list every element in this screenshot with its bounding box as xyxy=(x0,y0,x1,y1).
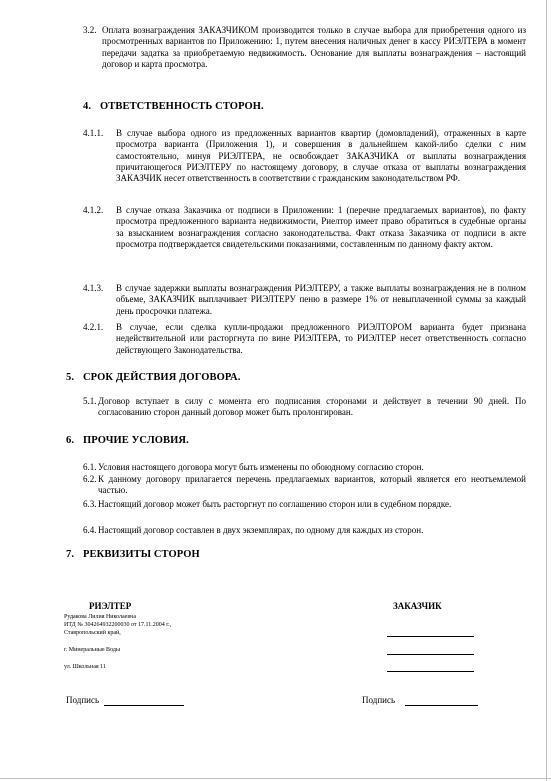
heading-number: 6. xyxy=(66,435,75,446)
customer-title: ЗАКАЗЧИК xyxy=(393,601,442,611)
clause-6-1 xyxy=(83,462,526,473)
section-heading-4 xyxy=(83,101,264,112)
clause-4-1-1 xyxy=(83,128,526,184)
clause-4-2-1 xyxy=(83,322,526,356)
clause-text: Договор вступает в силу с момента его подписания сторонами и действует в течении 90 дней. По согласованию сторон данный договор может быть пролонгирован. xyxy=(98,396,526,418)
clause-text: В случае, если сделка купли-продажи предложенного РИЭЛТОРОМ варианта будет признана недействительной или расторгнута по вине РИЭЛТЕРА, то РИЭЛТЕР несет ответственность согласно действующего Законодательства. xyxy=(116,322,526,355)
clause-number: 6.3. xyxy=(83,499,97,509)
clause-text: Настоящий договор составлен в двух экземплярах, по одному для каждых из сторон. xyxy=(98,525,424,535)
realtor-signature-line xyxy=(104,705,184,706)
clause-4-1-2 xyxy=(83,205,526,250)
realtor-signature-label: Подпись xyxy=(66,695,100,705)
page-border-bottom xyxy=(0,778,551,779)
realtor-name: Рудакова Лилия Николаевна xyxy=(64,614,137,620)
clause-text: Условия настоящего договора могут быть изменены по обоюдному согласию сторон. xyxy=(98,462,424,472)
heading-number: 4. xyxy=(83,101,92,112)
clause-number: 4.1.3. xyxy=(83,283,104,293)
section-heading-6 xyxy=(66,435,189,446)
customer-signature-line xyxy=(405,705,478,706)
clause-number: 4.2.1. xyxy=(83,322,104,332)
realtor-title: РИЭЛТЕР xyxy=(89,601,132,611)
clause-number: 4.1.2. xyxy=(83,205,104,215)
clause-number: 6.2. xyxy=(83,474,97,484)
clause-6-3 xyxy=(83,499,526,510)
clause-text: В случае задержки выплаты вознаграждения РИЭЛТЕРУ, а также выплаты вознаграждения не в полном объеме, ЗАКАЗЧИК выплачивает РИЭЛТЕРУ пеню в размере 1% от невыплаченной суммы за каждый день просрочки платежа. xyxy=(116,283,526,316)
heading-number: 7. xyxy=(66,549,75,560)
realtor-street: ул. Школьная 11 xyxy=(64,664,106,670)
clause-5-1 xyxy=(83,396,526,419)
clause-text: К данному договору прилагается перечень предлагаемых вариантов, который является его неотъемлемой частью. xyxy=(98,474,526,496)
clause-4-1-3 xyxy=(83,283,526,317)
clause-number: 5.1. xyxy=(83,396,97,406)
clause-number: 3.2. xyxy=(83,25,97,35)
customer-line-2 xyxy=(387,654,474,655)
customer-line-1 xyxy=(387,636,474,637)
realtor-city: г. Минеральные Воды xyxy=(64,647,120,653)
customer-line-3 xyxy=(387,671,474,672)
clause-number: 6.4. xyxy=(83,525,97,535)
heading-title: РЕКВИЗИТЫ СТОРОН xyxy=(83,549,200,560)
clause-text: В случае отказа Заказчика от подписи в Приложении: 1 (перечне предлагаемых вариантов), по факту просмотра предложенного варианта недвижимости, Риелтор имеет право обратиться в судебные органы за взысканием вознаграждения согласно законодательства. Факт отказа Заказчика от подписи в акте просмотра подтверждается свидетельскими показаниями, составленным по данному факту актом. xyxy=(116,205,526,249)
realtor-region: Ставропольский край, xyxy=(64,630,121,636)
clause-number: 6.1. xyxy=(83,462,97,472)
section-heading-7 xyxy=(66,549,200,560)
clause-text: Оплата вознаграждения ЗАКАЗЧИКОМ производится только в случае выбора для приобретения одного из просмотренных вариантов по Приложению: 1, путем внесения наличных денег в кассу РИЭЛТЕРА в момент передачи задатка за приобретаемую недвижимость. Основание для выплаты вознаграждения – настоящий договор и карта просмотра. xyxy=(102,25,526,69)
clause-text: В случае выбора одного из предложенных вариантов квартир (домовладений), отраженных в карте просмотра варианта (Приложения 1), и совершения в дальнейшем какой-либо сделки с ним самостоятельно, минуя РИЭЛТЕРА, не освобождает ЗАКАЗЧИКА от выплаты вознаграждения причитающегося РИЭЛТЕРУ по настоящему договору, в случае отказа от выплаты вознаграждения ЗАКАЗЧИК несет ответственность в соответствии с гражданским законодательством РФ. xyxy=(116,128,526,184)
heading-title: ПРОЧИЕ УСЛОВИЯ. xyxy=(83,435,189,446)
clause-6-2 xyxy=(83,474,526,497)
clause-6-4 xyxy=(83,525,526,536)
heading-title: ОТВЕТСТВЕННОСТЬ СТОРОН. xyxy=(100,101,264,112)
clause-text: Настоящий договор может быть расторгнут по соглашению сторон или в судебном порядке. xyxy=(98,499,452,509)
clause-3-2 xyxy=(83,25,526,70)
realtor-registration: ИТД № 304264932200030 от 17.11.2004 г., xyxy=(64,622,172,628)
section-heading-5 xyxy=(66,372,240,383)
clause-number: 4.1.1. xyxy=(83,128,104,138)
heading-title: СРОК ДЕЙСТВИЯ ДОГОВОРА. xyxy=(83,372,241,383)
heading-number: 5. xyxy=(66,372,75,383)
customer-signature-label: Подпись xyxy=(362,695,396,705)
page-border-right xyxy=(546,0,547,781)
